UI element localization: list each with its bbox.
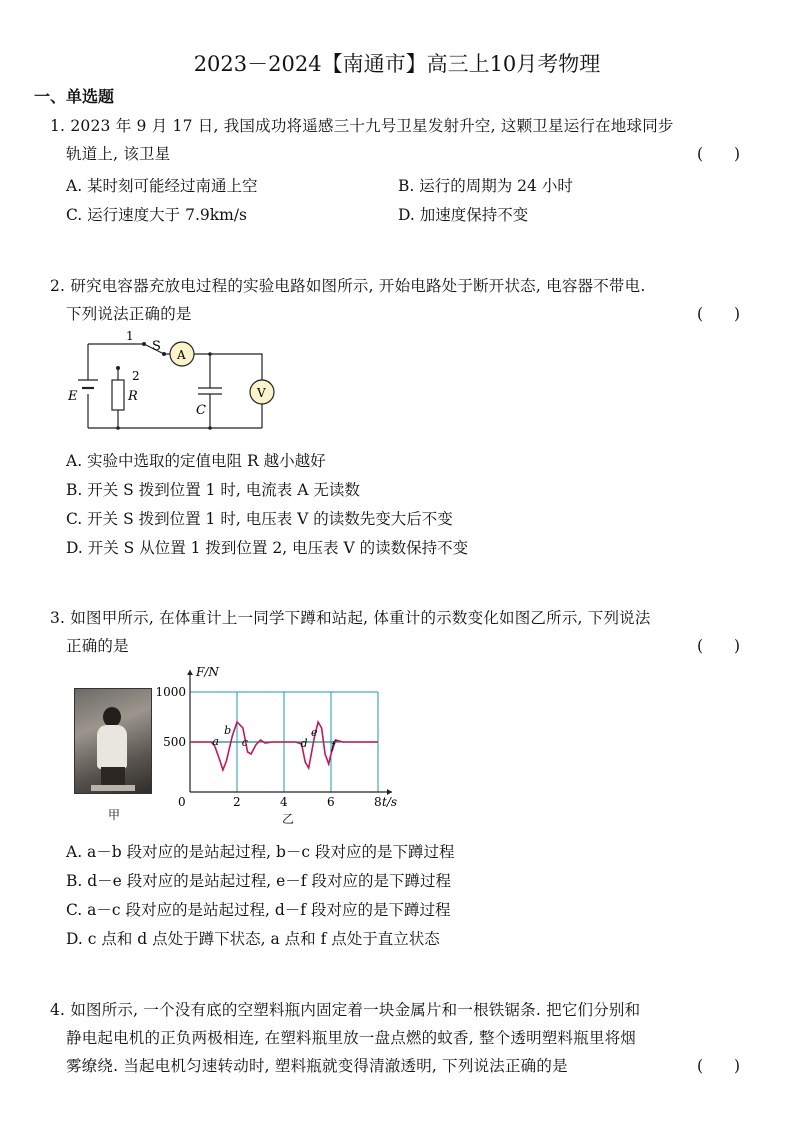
chart-caption: 乙 (282, 812, 295, 826)
q2-option-d[interactable]: D. 开关 S 从位置 1 拨到位置 2, 电压表 V 的读数保持不变 (66, 539, 469, 557)
y-tick-label: 1000 (155, 685, 186, 699)
x-axis-label: t/s (382, 795, 398, 809)
q1-option-a[interactable]: A. 某时刻可能经过南通上空 (66, 177, 258, 195)
q3-option-a[interactable]: A. a－b 段对应的是站起过程, b－c 段对应的是下蹲过程 (66, 843, 455, 861)
q3-answer-blank[interactable]: ( ) (697, 637, 741, 655)
section-heading: 一、单选题 (34, 87, 115, 106)
circuit-diagram (60, 328, 290, 440)
x-tick-label: 4 (280, 795, 288, 809)
q1-option-c[interactable]: C. 运行速度大于 7.9km/s (66, 206, 248, 224)
ammeter-label: A (177, 348, 186, 362)
capacitor-label: C (196, 403, 206, 418)
resistor-symbol (112, 380, 124, 410)
switch-position-2-label: 2 (132, 369, 140, 383)
photo-caption: 甲 (108, 808, 121, 822)
point-label-f: f (331, 739, 336, 752)
q4-stem-line2: 静电起电机的正负两极相连, 在塑料瓶里放一盘点燃的蚊香, 整个透明塑料瓶里将烟 (66, 1029, 637, 1047)
switch-position-1-label: 1 (126, 329, 134, 343)
q3-option-c[interactable]: C. a－c 段对应的是站起过程, d－f 段对应的是下蹲过程 (66, 901, 451, 919)
q4-answer-blank[interactable]: ( ) (697, 1057, 741, 1075)
q1-option-b[interactable]: B. 运行的周期为 24 小时 (398, 177, 573, 195)
y-axis-arrow (187, 670, 193, 675)
q3-option-d[interactable]: D. c 点和 d 点处于蹲下状态, a 点和 f 点处于直立状态 (66, 930, 440, 948)
battery-label: E (68, 389, 78, 404)
q1-stem-line1: 1. 2023 年 9 月 17 日, 我国成功将遥感三十九号卫星发射升空, 这颗卫星运行在地球同步 (50, 117, 674, 135)
q2-stem-line2: 下列说法正确的是 (66, 305, 192, 323)
q2-option-a[interactable]: A. 实验中选取的定值电阻 R 越小越好 (66, 452, 326, 470)
q4-stem-line1: 4. 如图所示, 一个没有底的空塑料瓶内固定着一块金属片和一根铁锯条. 把它们分别和 (50, 1001, 641, 1019)
q3-option-b[interactable]: B. d－e 段对应的是站起过程, e－f 段对应的是下蹲过程 (66, 872, 451, 890)
voltmeter-label: V (257, 386, 266, 400)
point-label-d: d (300, 737, 308, 750)
student-on-scale-photo (74, 688, 152, 794)
q2-stem-line1: 2. 研究电容器充放电过程的实验电路如图所示, 开始电路处于断开状态, 电容器不带电. (50, 277, 646, 295)
q1-answer-blank[interactable]: ( ) (697, 145, 741, 163)
y-tick-label: 500 (163, 735, 186, 749)
switch-label: S (152, 339, 161, 354)
page-title: 2023－2024【南通市】高三上10月考物理 (193, 52, 601, 76)
x-tick-label: 6 (327, 795, 335, 809)
point-label-b: b (224, 724, 232, 737)
q2-option-b[interactable]: B. 开关 S 拨到位置 1 时, 电流表 A 无读数 (66, 481, 360, 499)
q3-stem-line2: 正确的是 (66, 637, 129, 655)
x-tick-label: 0 (178, 795, 186, 809)
y-axis-label: F/N (196, 665, 219, 679)
q2-answer-blank[interactable]: ( ) (697, 305, 741, 323)
q3-stem-line1: 3. 如图甲所示, 在体重计上一同学下蹲和站起, 体重计的示数变化如图乙所示, 下列说法 (50, 609, 651, 627)
point-label-c: c (241, 736, 248, 749)
x-tick-label: 8 (374, 795, 382, 809)
q4-stem-line3: 雾缭绕. 当起电机匀速转动时, 塑料瓶就变得清澈透明, 下列说法正确的是 (66, 1057, 568, 1075)
force-time-chart (155, 660, 410, 820)
point-label-e: e (311, 726, 318, 739)
q2-option-c[interactable]: C. 开关 S 拨到位置 1 时, 电压表 V 的读数先变大后不变 (66, 510, 453, 528)
x-tick-label: 2 (233, 795, 241, 809)
resistor-label: R (128, 389, 138, 404)
q1-option-d[interactable]: D. 加速度保持不变 (398, 206, 529, 224)
point-label-a: a (212, 735, 219, 748)
q1-stem-line2: 轨道上, 该卫星 (66, 145, 171, 163)
